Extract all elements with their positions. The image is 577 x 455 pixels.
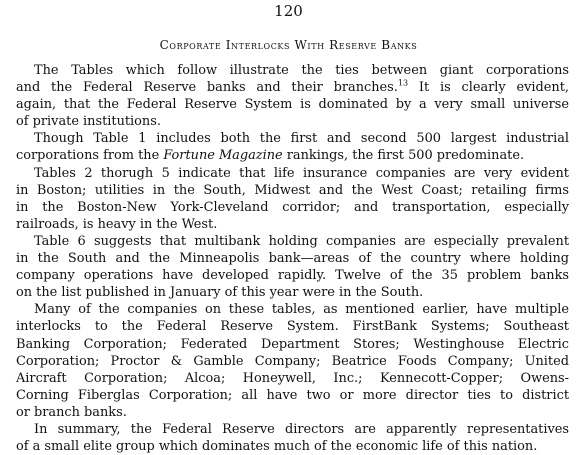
text-line [16, 438, 569, 455]
text-segment: railroads, is heavy in the West. [16, 216, 218, 232]
text-segment: Corning Fiberglas Corporation; all have two or more director ties to district [16, 387, 569, 403]
page-number: 120 [274, 2, 303, 20]
text-segment: It is clearly evident, [408, 80, 570, 96]
text-line [16, 62, 569, 79]
text-line [16, 267, 569, 284]
text-line [16, 113, 569, 130]
text-segment: of a small elite group which dominates much of the economic life of this nation. [16, 439, 538, 455]
text-line [16, 147, 569, 164]
text-segment: Table 6 suggests that multibank holding companies are especially prevalent [34, 233, 569, 249]
text-segment: The Tables which follow illustrate the ties between giant corporations [34, 63, 569, 78]
text-line [16, 421, 569, 438]
text-line [16, 387, 569, 404]
text-segment: Aircraft Corporation; Alcoa; Honeywell, Inc.; Kennecott-Copper; Owens- [16, 370, 569, 386]
footnote-marker: 13 [397, 78, 409, 88]
text-segment: on the list published in January of this year were in the South. [16, 285, 424, 301]
text-segment: interlocks to the Federal Reserve System. FirstBank Systems; Southeast [16, 319, 569, 335]
text-segment: In summary, the Federal Reserve directors are apparently representatives [34, 421, 569, 437]
text-segment: company operations have developed rapidly. Twelve of the 35 problem banks [16, 268, 569, 284]
text-line [16, 284, 569, 301]
text-line [16, 165, 569, 182]
text-line [16, 318, 569, 335]
text-segment: Banking Corporation; Federated Department Stores; Westinghouse Electric [16, 336, 569, 352]
text-segment: again, that the Federal Reserve System is dominated by a very small universe [16, 97, 569, 113]
text-line [16, 250, 569, 267]
text-line [16, 233, 569, 250]
section-heading: Corporate Interlocks With Reserve Banks [159, 38, 418, 52]
text-line [16, 370, 569, 387]
text-segment: in the Boston-New York-Cleveland corridor; and transportation, especially [16, 199, 569, 215]
text-segment: and the Federal Reserve banks and their branches. [16, 80, 398, 96]
text-segment: Though Table 1 includes both the first and second 500 largest industrial [34, 131, 569, 147]
text-line [16, 96, 569, 113]
text-segment: in the South and the Minneapolis bank—areas of the country where holding [16, 251, 569, 267]
text-segment: Tables 2 thorugh 5 indicate that life insurance companies are very evident [34, 165, 569, 181]
text-line [16, 353, 569, 370]
text-segment: in Boston; utilities in the South, Midwest and the West Coast; retailing firms [16, 182, 569, 198]
text-line [16, 79, 569, 96]
text-segment: rankings, the first 500 predominate. [282, 148, 525, 164]
body-text [16, 62, 569, 455]
text-line [16, 216, 569, 233]
text-line [16, 404, 569, 421]
text-line [16, 336, 569, 353]
text-segment: or branch banks. [16, 404, 127, 420]
text-segment: Many of the companies on these tables, as mentioned earlier, have multiple [34, 302, 569, 318]
text-line [16, 130, 569, 147]
text-segment: corporations from the [16, 148, 164, 164]
text-line [16, 301, 569, 318]
text-line [16, 182, 569, 199]
text-line [16, 199, 569, 216]
text-segment: of private institutions. [16, 114, 161, 130]
italic-title: Fortune Magazine [163, 148, 283, 164]
text-segment: Corporation; Proctor & Gamble Company; Beatrice Foods Company; United [16, 353, 569, 369]
